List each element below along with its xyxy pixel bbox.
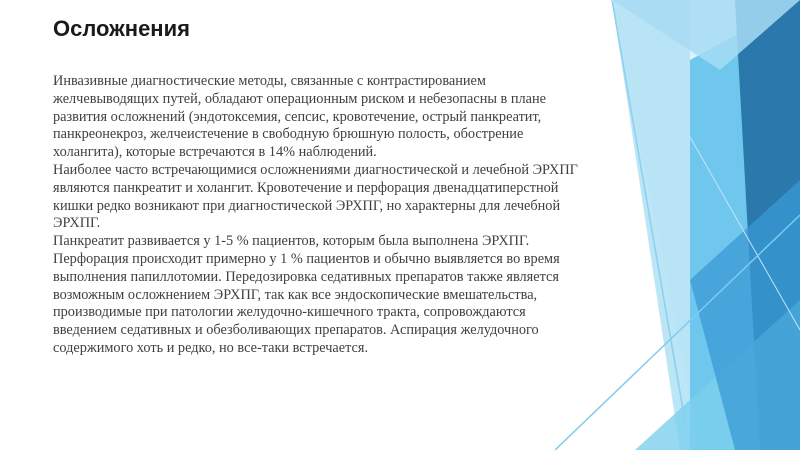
body-paragraph-2: Наиболее часто встречающимися осложнениями диагностической и лечебной ЭРХПГ являются панкреатит и холангит. Кровотечение и перфорация двенадцатиперстной кишки редко возникают при диагностической ЭРХПГ, но характерны для лечебной ЭРХПГ. — [53, 161, 578, 232]
body-paragraph-4: Перфорация происходит примерно у 1 % пациентов и обычно выявляется во время выполнения папиллотомии. Передозировка седативных препаратов также является возможным осложнением ЭРХПГ, так как все эндоскопические вмешательства, производимые при патологии желудочно-кишечного тракта, сопровождаются введением седативных и обезболивающих препаратов. Аспирация желудочного содержимого хоть и редко, но все-таки встречается. — [53, 250, 560, 356]
slide-title: Осложнения — [53, 16, 190, 41]
body-paragraph-1: Инвазивные диагностические методы, связанные с контрастированием желчевыводящих путей, обладают операционным риском и небезопасны в плане развития осложнений (эндотоксемия, сепсис, кровотечение, острый панкреатит, панкреонекроз, желчеистечение в свободную брюшную полость, обострение холангита), которые встречаются в 14% наблюдений. — [53, 73, 547, 161]
body-paragraph-3: Панкреатит развивается у 1-5 % пациентов, которым была выполнена ЭРХПГ. — [53, 233, 530, 250]
slide-body — [53, 73, 593, 358]
